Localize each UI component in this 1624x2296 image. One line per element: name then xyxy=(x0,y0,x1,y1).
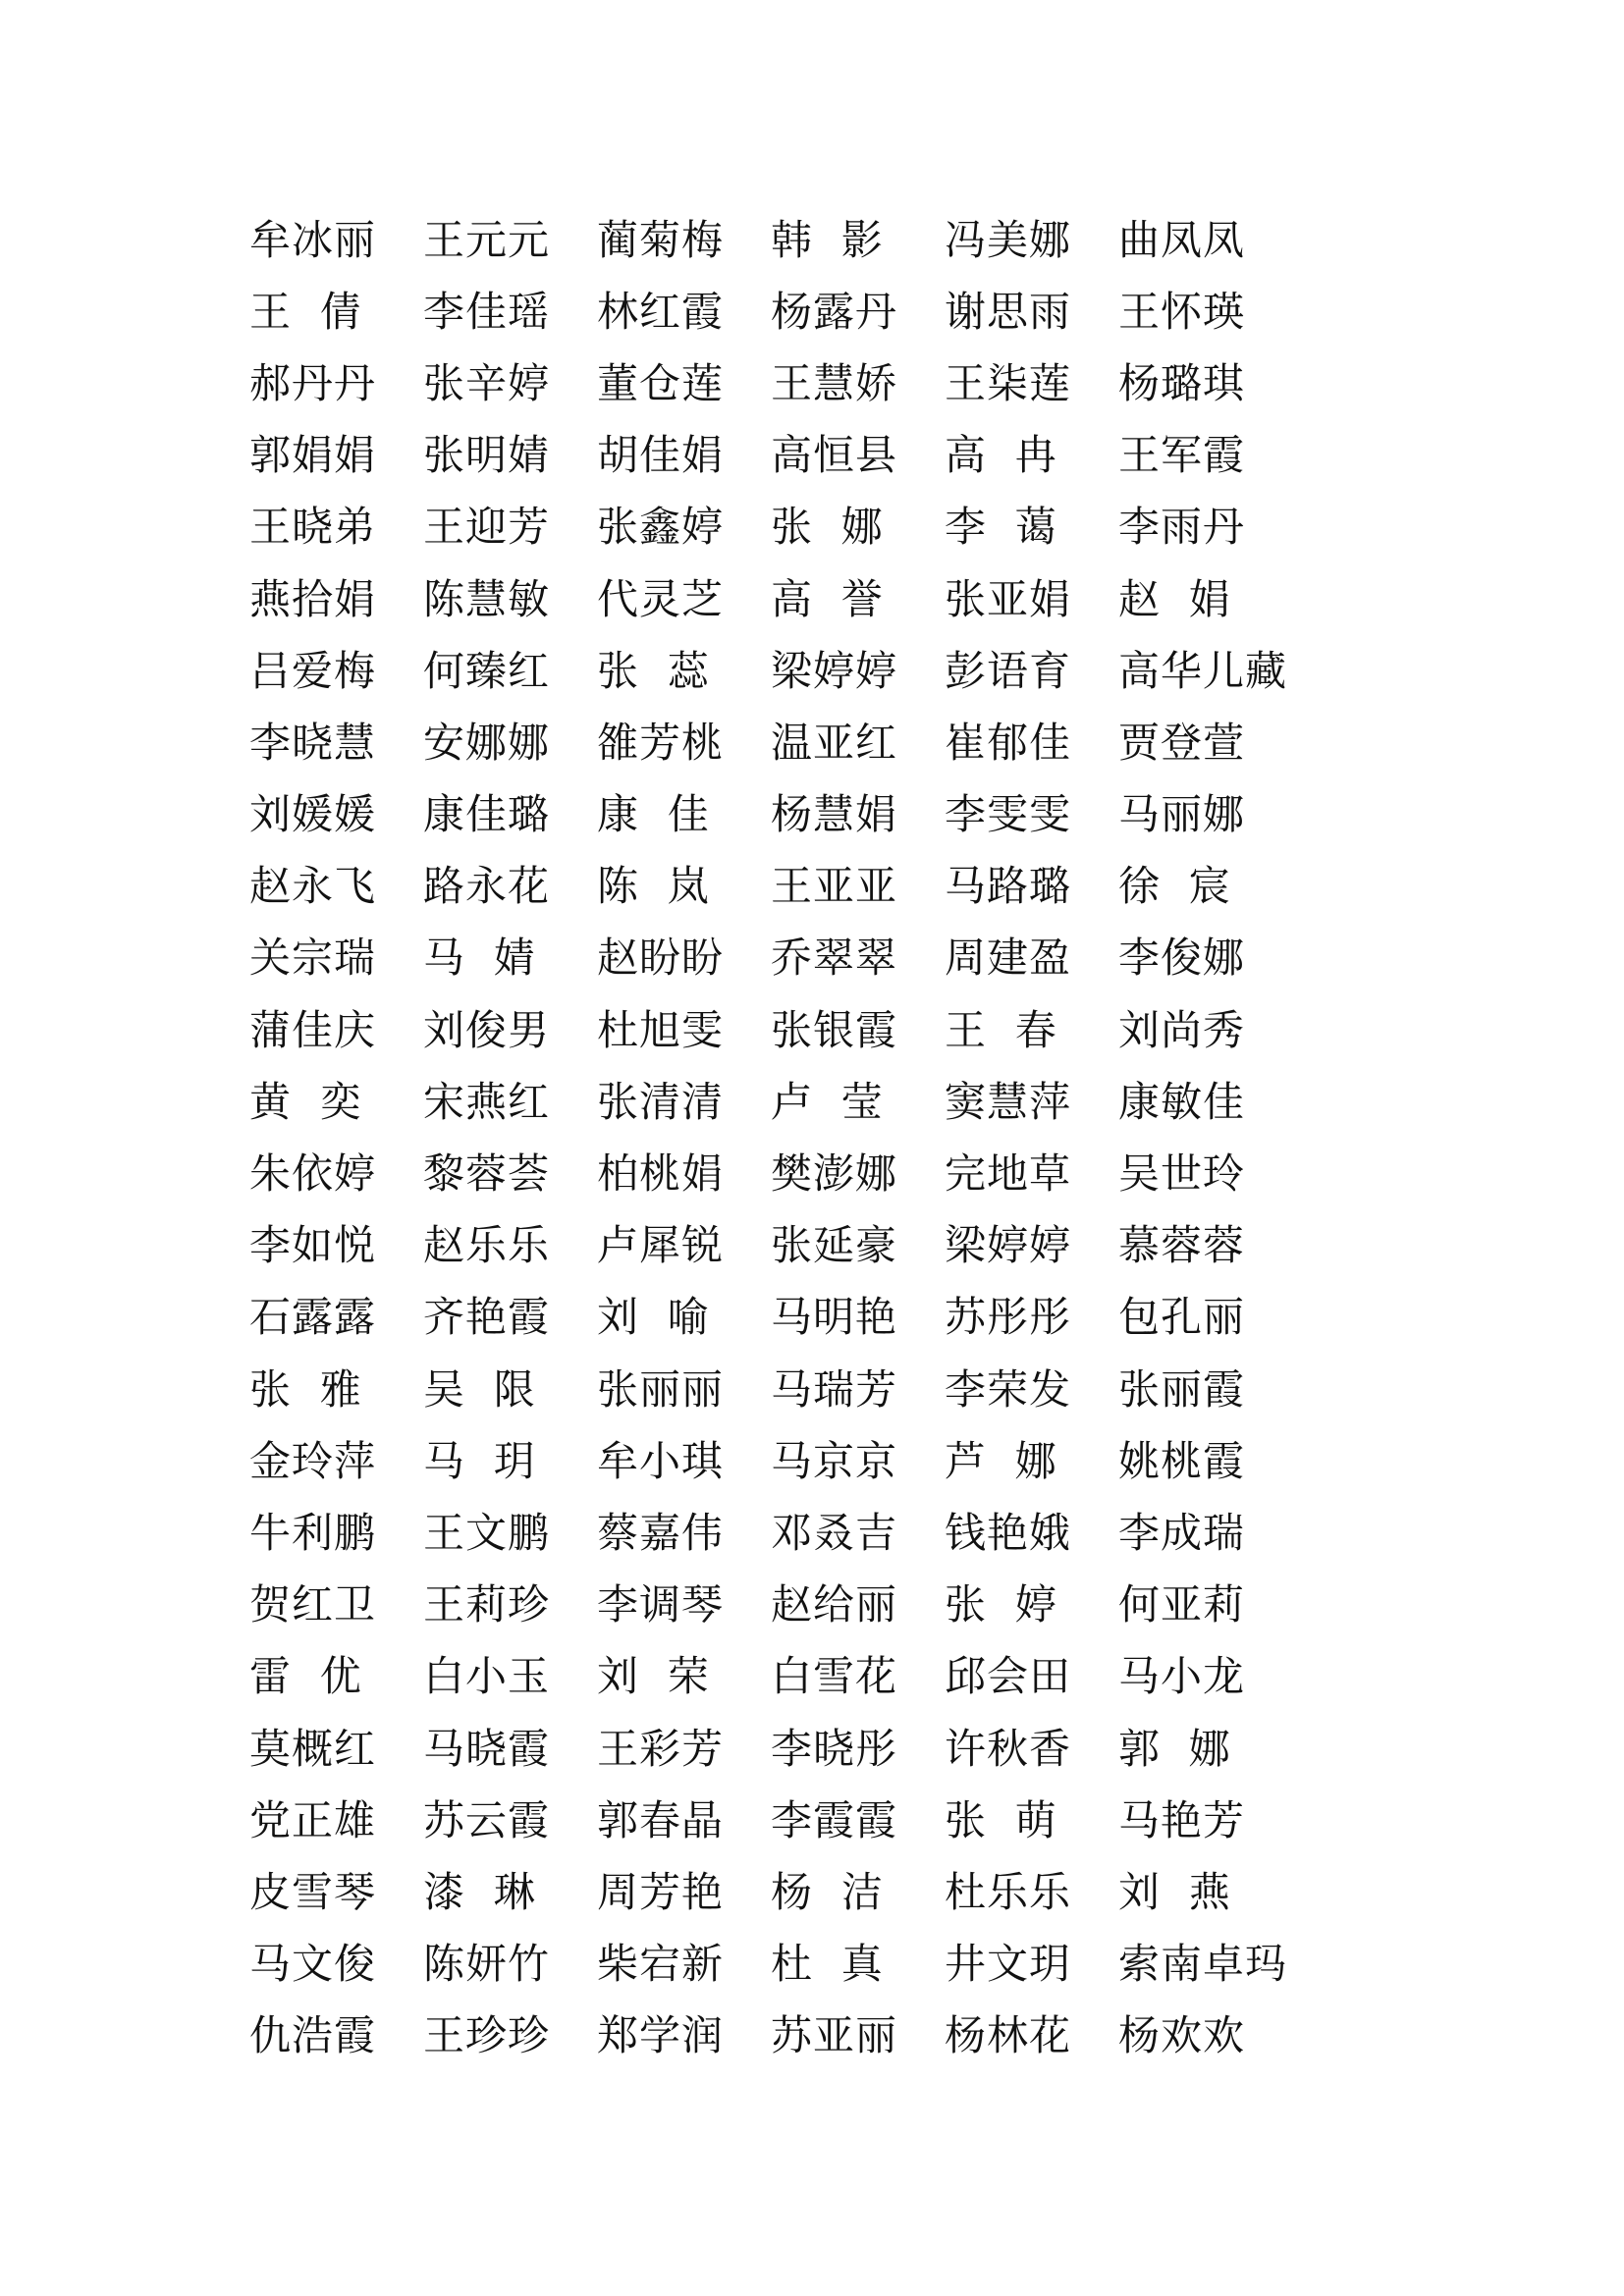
name-entry: 郝丹丹 xyxy=(249,358,377,407)
name-entry: 卢犀锐 xyxy=(597,1221,725,1270)
name-entry: 樊澎娜 xyxy=(771,1149,898,1199)
name-entry: 王亚亚 xyxy=(771,862,898,911)
name-entry: 张鑫婷 xyxy=(597,503,725,552)
name-row xyxy=(249,347,1369,419)
name-row xyxy=(249,1282,1369,1354)
name-entry: 张丽霞 xyxy=(1118,1364,1246,1414)
name-entry: 马文俊 xyxy=(249,1940,377,1989)
name-entry: 李雯雯 xyxy=(945,790,1072,839)
name-entry: 李荣发 xyxy=(945,1364,1072,1414)
name-entry: 马小龙 xyxy=(1118,1652,1246,1701)
name-row xyxy=(249,1066,1369,1138)
name-entry: 曲凤凤 xyxy=(1118,215,1246,264)
name-entry: 王莉珍 xyxy=(423,1580,551,1629)
name-row xyxy=(249,923,1369,994)
name-entry: 张延豪 xyxy=(771,1221,898,1270)
name-entry: 周建盈 xyxy=(945,934,1072,983)
name-entry: 王慧娇 xyxy=(771,358,898,407)
name-entry: 窦慧萍 xyxy=(945,1077,1072,1126)
name-entry: 苏云霞 xyxy=(423,1795,551,1844)
name-entry: 王元元 xyxy=(423,215,551,264)
name-entry: 齐艳霞 xyxy=(423,1293,551,1342)
name-entry: 张清清 xyxy=(597,1077,725,1126)
name-row xyxy=(249,1856,1369,1928)
name-entry: 刘 荣 xyxy=(597,1652,710,1701)
name-entry: 雒芳桃 xyxy=(597,718,725,767)
name-entry: 党正雄 xyxy=(249,1795,377,1844)
name-entry: 李晓彤 xyxy=(771,1724,898,1773)
name-row xyxy=(249,563,1369,635)
name-entry: 张辛婷 xyxy=(423,358,551,407)
name-row xyxy=(249,851,1369,923)
name-entry: 张 蕊 xyxy=(597,646,710,695)
name-entry: 赵永飞 xyxy=(249,862,377,911)
name-entry: 刘俊男 xyxy=(423,1005,551,1054)
name-entry: 杜乐乐 xyxy=(945,1867,1072,1916)
name-entry: 吕爱梅 xyxy=(249,646,377,695)
name-entry: 冯美娜 xyxy=(945,215,1072,264)
name-entry: 王怀瑛 xyxy=(1118,287,1246,336)
name-row xyxy=(249,492,1369,563)
name-entry: 吴 限 xyxy=(423,1364,536,1414)
name-entry: 何亚莉 xyxy=(1118,1580,1246,1629)
name-row xyxy=(249,1354,1369,1425)
name-entry: 马晓霞 xyxy=(423,1724,551,1773)
name-entry: 金玲萍 xyxy=(249,1436,377,1485)
name-row xyxy=(249,779,1369,851)
name-entry: 周芳艳 xyxy=(597,1867,725,1916)
name-entry: 马艳芳 xyxy=(1118,1795,1246,1844)
name-row xyxy=(249,1570,1369,1641)
name-entry: 朱依婷 xyxy=(249,1149,377,1199)
name-entry: 杨 洁 xyxy=(771,1867,884,1916)
name-entry: 郭 娜 xyxy=(1118,1724,1231,1773)
name-entry: 李成瑞 xyxy=(1118,1508,1246,1557)
name-entry: 雷 优 xyxy=(249,1652,362,1701)
name-entry: 柏桃娟 xyxy=(597,1149,725,1199)
name-entry: 钱艳娥 xyxy=(945,1508,1072,1557)
name-entry: 梁婷婷 xyxy=(945,1221,1072,1270)
name-entry: 白雪花 xyxy=(771,1652,898,1701)
name-row xyxy=(249,1138,1369,1209)
name-entry: 彭语育 xyxy=(945,646,1072,695)
name-entry: 白小玉 xyxy=(423,1652,551,1701)
name-entry: 陈妍竹 xyxy=(423,1940,551,1989)
name-entry: 李霞霞 xyxy=(771,1795,898,1844)
name-entry: 杜旭雯 xyxy=(597,1005,725,1054)
name-entry: 张银霞 xyxy=(771,1005,898,1054)
name-entry: 杨露丹 xyxy=(771,287,898,336)
name-entry: 苏彤彤 xyxy=(945,1293,1072,1342)
name-entry: 马京京 xyxy=(771,1436,898,1485)
name-row xyxy=(249,635,1369,707)
name-entry: 卢 莹 xyxy=(771,1077,884,1126)
name-entry: 马丽娜 xyxy=(1118,790,1246,839)
name-entry: 刘 燕 xyxy=(1118,1867,1231,1916)
name-entry: 牟冰丽 xyxy=(249,215,377,264)
name-entry: 王彩芳 xyxy=(597,1724,725,1773)
name-entry: 牟小琪 xyxy=(597,1436,725,1485)
name-entry: 郭娟娟 xyxy=(249,431,377,480)
name-row xyxy=(249,276,1369,347)
name-entry: 燕拾娟 xyxy=(249,574,377,623)
name-row xyxy=(249,204,1369,276)
name-entry: 慕蓉蓉 xyxy=(1118,1221,1246,1270)
name-entry: 胡佳娟 xyxy=(597,431,725,480)
name-entry: 李如悦 xyxy=(249,1221,377,1270)
name-entry: 董仓莲 xyxy=(597,358,725,407)
name-entry: 安娜娜 xyxy=(423,718,551,767)
name-entry: 马 玥 xyxy=(423,1436,536,1485)
name-entry: 赵给丽 xyxy=(771,1580,898,1629)
name-entry: 张 萌 xyxy=(945,1795,1057,1844)
name-entry: 王文鹏 xyxy=(423,1508,551,1557)
name-row xyxy=(249,1929,1369,2001)
name-entry: 关宗瑞 xyxy=(249,934,377,983)
name-entry: 陈 岚 xyxy=(597,862,710,911)
name-entry: 仇浩霞 xyxy=(249,2011,377,2060)
name-entry: 刘媛媛 xyxy=(249,790,377,839)
name-entry: 芦 娜 xyxy=(945,1436,1057,1485)
name-entry: 李晓慧 xyxy=(249,718,377,767)
name-row xyxy=(249,1497,1369,1569)
name-entry: 张 娜 xyxy=(771,503,884,552)
name-row xyxy=(249,1425,1369,1497)
name-entry: 漆 琳 xyxy=(423,1867,536,1916)
name-entry: 何臻红 xyxy=(423,646,551,695)
name-list xyxy=(249,204,1369,2072)
name-entry: 王晓弟 xyxy=(249,503,377,552)
name-entry: 苏亚丽 xyxy=(771,2011,898,2060)
name-entry: 石露露 xyxy=(249,1293,377,1342)
name-entry: 郑学润 xyxy=(597,2011,725,2060)
name-entry: 包孔丽 xyxy=(1118,1293,1246,1342)
name-entry: 许秋香 xyxy=(945,1724,1072,1773)
name-entry: 刘尚秀 xyxy=(1118,1005,1246,1054)
name-entry: 郭春晶 xyxy=(597,1795,725,1844)
name-entry: 蔡嘉伟 xyxy=(597,1508,725,1557)
name-entry: 陈慧敏 xyxy=(423,574,551,623)
name-entry: 王迎芳 xyxy=(423,503,551,552)
name-entry: 马瑞芳 xyxy=(771,1364,898,1414)
name-entry: 李调琴 xyxy=(597,1580,725,1629)
name-row xyxy=(249,1785,1369,1856)
name-entry: 徐 宸 xyxy=(1118,862,1231,911)
name-entry: 刘 喻 xyxy=(597,1293,710,1342)
name-entry: 崔郁佳 xyxy=(945,718,1072,767)
name-entry: 王军霞 xyxy=(1118,431,1246,480)
name-entry: 赵 娟 xyxy=(1118,574,1231,623)
name-entry: 马明艳 xyxy=(771,1293,898,1342)
name-entry: 张 婷 xyxy=(945,1580,1057,1629)
name-entry: 李 蔼 xyxy=(945,503,1057,552)
name-entry: 韩 影 xyxy=(771,215,884,264)
name-entry: 马 婧 xyxy=(423,934,536,983)
name-entry: 高 冉 xyxy=(945,431,1057,480)
name-entry: 蒲佳庆 xyxy=(249,1005,377,1054)
name-entry: 乔翠翠 xyxy=(771,934,898,983)
name-row xyxy=(249,707,1369,778)
name-entry: 代灵芝 xyxy=(597,574,725,623)
name-entry: 杨欢欢 xyxy=(1118,2011,1246,2060)
name-entry: 黄 奕 xyxy=(249,1077,362,1126)
name-entry: 张丽丽 xyxy=(597,1364,725,1414)
name-entry: 梁婷婷 xyxy=(771,646,898,695)
name-row xyxy=(249,1641,1369,1713)
name-entry: 王柒莲 xyxy=(945,358,1072,407)
name-entry: 赵盼盼 xyxy=(597,934,725,983)
name-entry: 张亚娟 xyxy=(945,574,1072,623)
name-entry: 谢思雨 xyxy=(945,287,1072,336)
name-entry: 完地草 xyxy=(945,1149,1072,1199)
name-entry: 高 誉 xyxy=(771,574,884,623)
name-entry: 李俊娜 xyxy=(1118,934,1246,983)
name-entry: 贾登萱 xyxy=(1118,718,1246,767)
name-entry: 邱会田 xyxy=(945,1652,1072,1701)
name-row xyxy=(249,1210,1369,1282)
name-row xyxy=(249,1713,1369,1785)
name-entry: 黎蓉荟 xyxy=(423,1149,551,1199)
name-entry: 高恒县 xyxy=(771,431,898,480)
name-entry: 贺红卫 xyxy=(249,1580,377,1629)
name-entry: 康敏佳 xyxy=(1118,1077,1246,1126)
name-entry: 康佳璐 xyxy=(423,790,551,839)
name-entry: 马路璐 xyxy=(945,862,1072,911)
name-entry: 杜 真 xyxy=(771,1940,884,1989)
name-entry: 宋燕红 xyxy=(423,1077,551,1126)
name-entry: 康 佳 xyxy=(597,790,710,839)
name-entry: 张 雅 xyxy=(249,1364,362,1414)
name-entry: 路永花 xyxy=(423,862,551,911)
name-entry: 高华儿藏 xyxy=(1118,646,1288,695)
name-entry: 蔺菊梅 xyxy=(597,215,725,264)
name-entry: 索南卓玛 xyxy=(1118,1940,1288,1989)
name-entry: 李雨丹 xyxy=(1118,503,1246,552)
name-row xyxy=(249,994,1369,1066)
name-entry: 王 倩 xyxy=(249,287,362,336)
name-entry: 王 春 xyxy=(945,1005,1057,1054)
name-entry: 杨慧娟 xyxy=(771,790,898,839)
name-entry: 皮雪琴 xyxy=(249,1867,377,1916)
name-entry: 杨林花 xyxy=(945,2011,1072,2060)
name-entry: 姚桃霞 xyxy=(1118,1436,1246,1485)
name-entry: 邓叒吉 xyxy=(771,1508,898,1557)
name-entry: 林红霞 xyxy=(597,287,725,336)
name-row xyxy=(249,420,1369,492)
name-entry: 温亚红 xyxy=(771,718,898,767)
name-entry: 吴世玲 xyxy=(1118,1149,1246,1199)
name-entry: 李佳瑶 xyxy=(423,287,551,336)
name-row xyxy=(249,2001,1369,2072)
name-entry: 王珍珍 xyxy=(423,2011,551,2060)
name-entry: 柴宕新 xyxy=(597,1940,725,1989)
name-entry: 莫概红 xyxy=(249,1724,377,1773)
name-entry: 张明婧 xyxy=(423,431,551,480)
name-entry: 牛利鹏 xyxy=(249,1508,377,1557)
name-entry: 赵乐乐 xyxy=(423,1221,551,1270)
name-entry: 杨璐琪 xyxy=(1118,358,1246,407)
name-entry: 井文玥 xyxy=(945,1940,1072,1989)
